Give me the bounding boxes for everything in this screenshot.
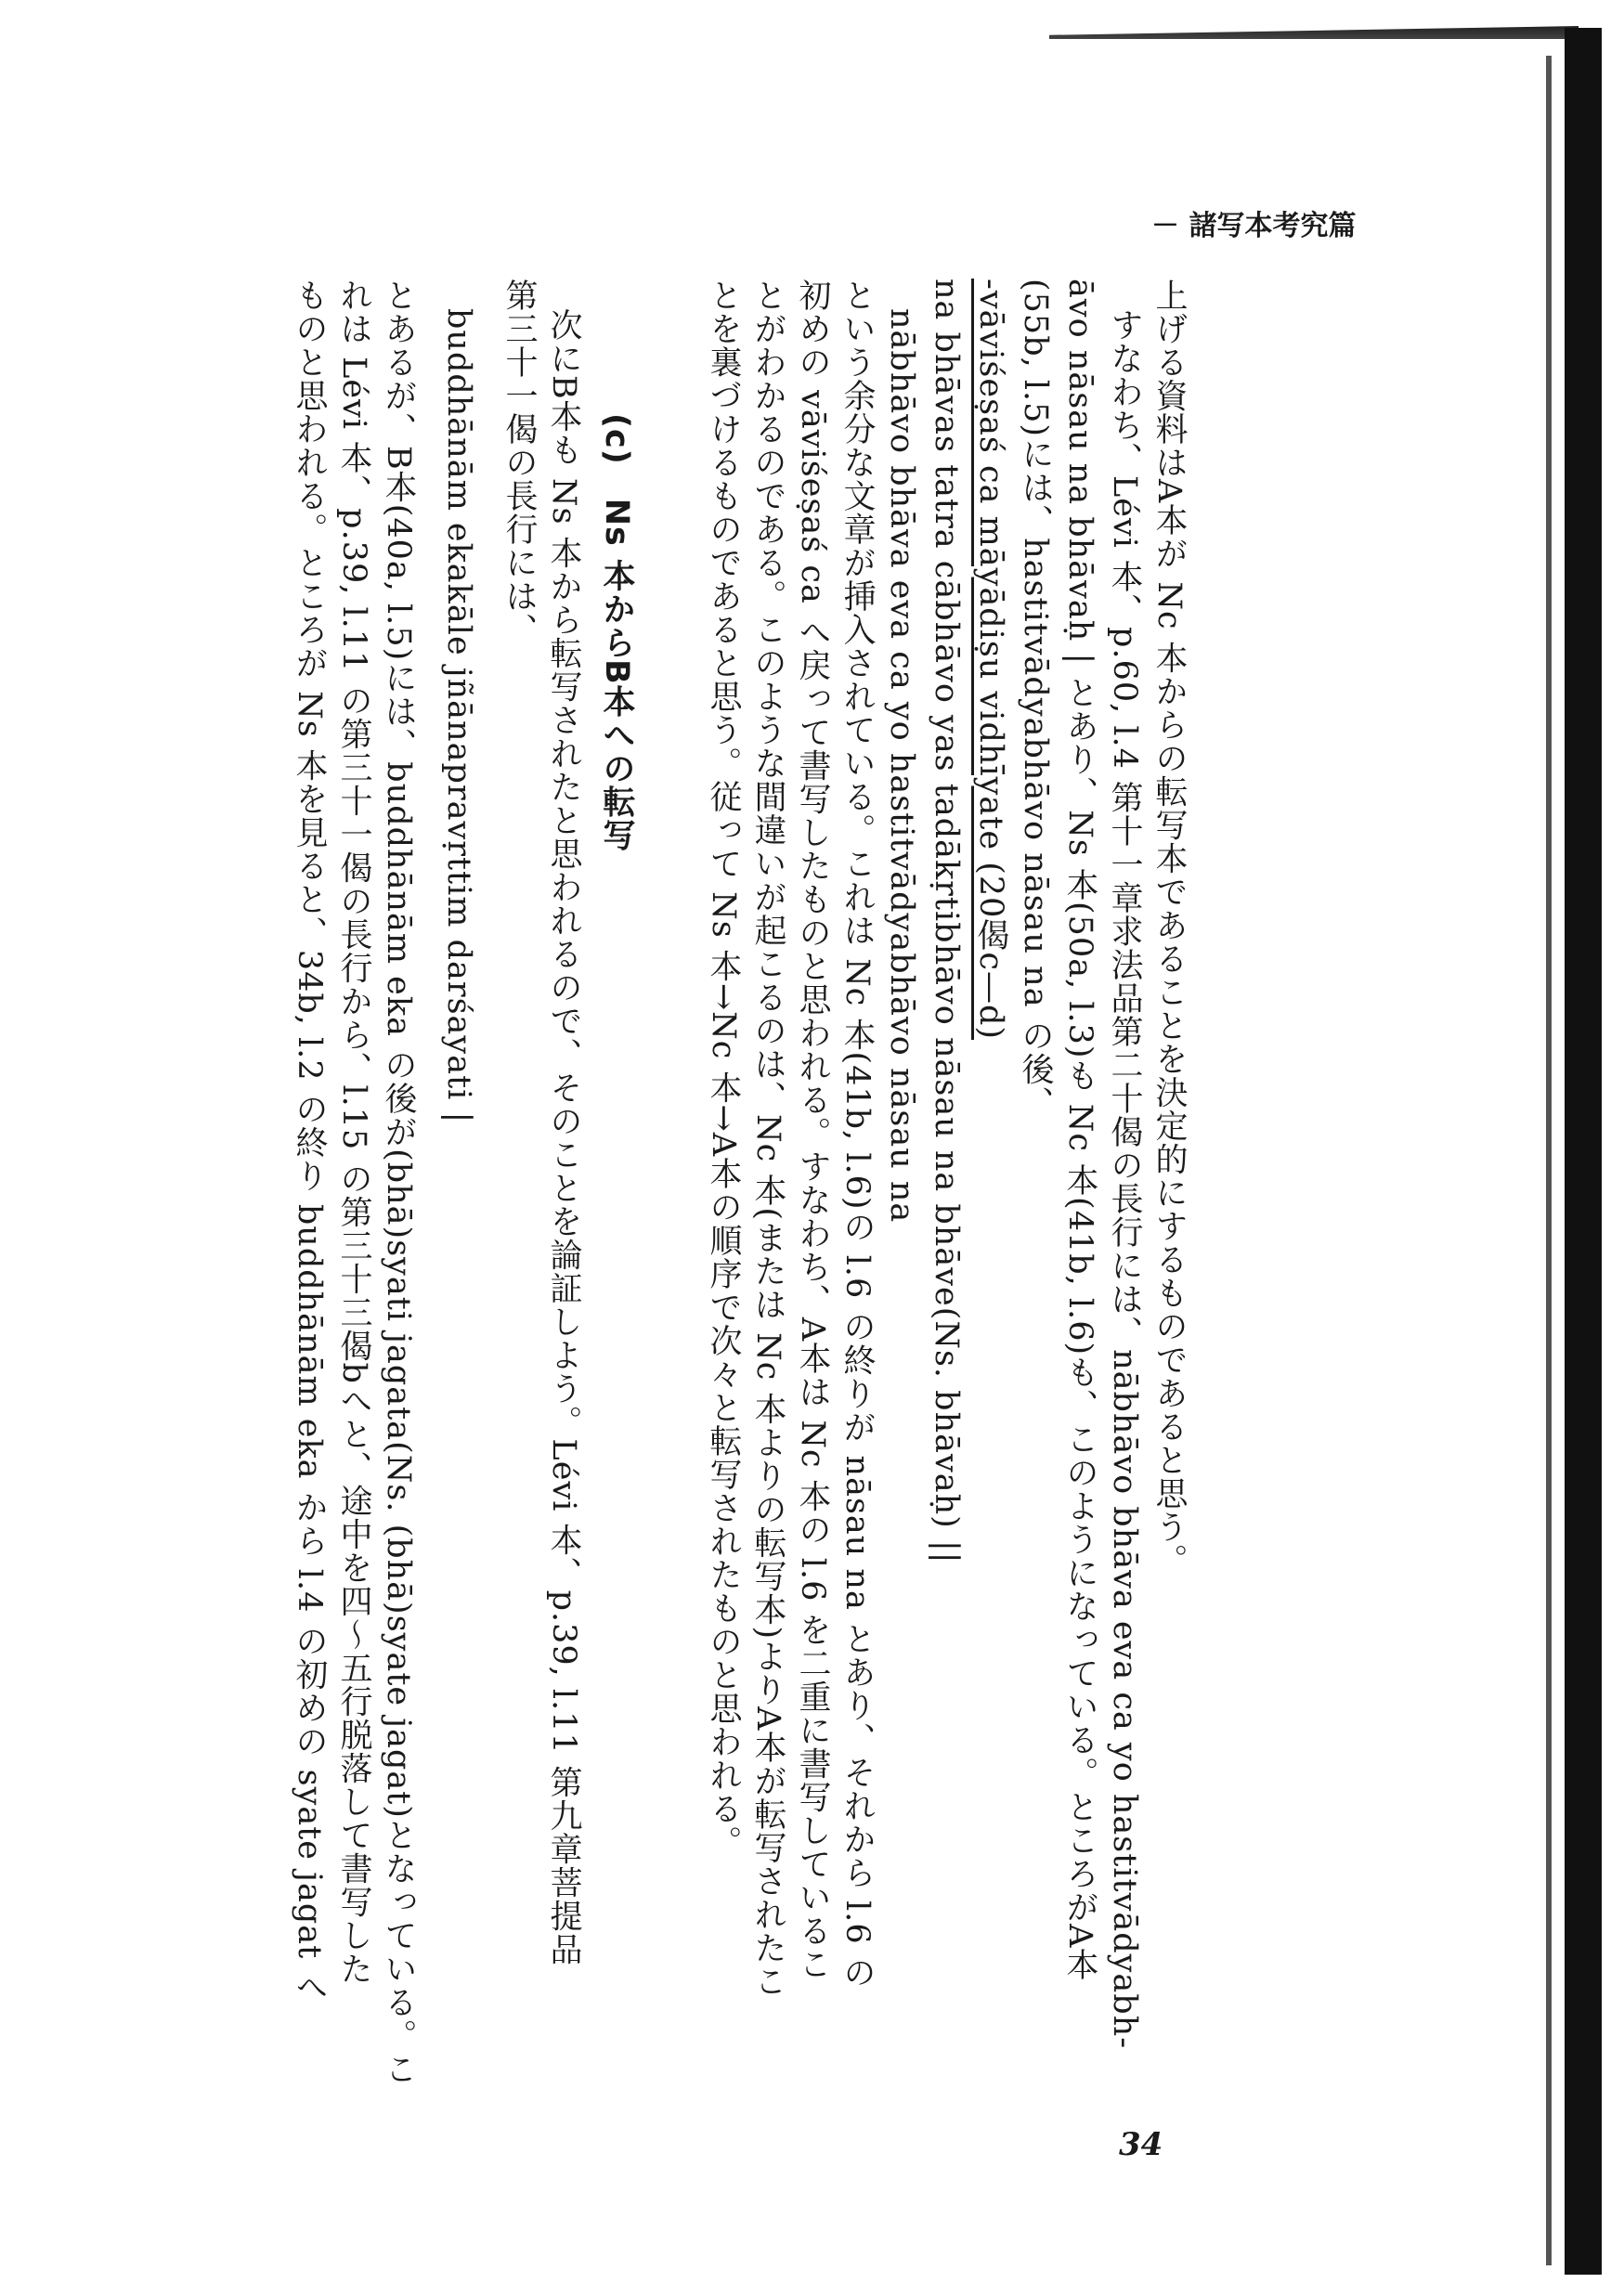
scan-edge-top [1049, 26, 1579, 39]
text-column-14: 第三十一偈の長行には、 [500, 279, 538, 646]
page-number: 34 [1119, 2126, 1163, 2163]
text-column-13: 次にB本も Ns 本から転写されたと思われるので、そのことを論証しよう。Lévi 本、p.39, l.11 第九章菩提品 [545, 308, 582, 1966]
text-column-8: という余分な文章が挿入されている。これは Nc 本(41b, l.6)の l.6 の終りが nāsau na とあり、それから l.6 の [838, 279, 876, 1990]
text-column-16: とあるが、B本(40a, l.5)には、buddhānām eka の後が(bhā)syati jagata(Ns. (bhā)syate jagat)となっている。こ [380, 279, 417, 2086]
text-column-10: とがわかるのである。このような間違いが起こるのは、Nc 本(または Nc 本よりの転写本)よりA本が転写されたこ [749, 279, 786, 1999]
text-column-9: 初めの vāviśeṣaś ca へ戻って書写したものと思われる。すなわち、A本は Nc 本の l.6 を二重に書写しているこ [794, 279, 831, 1981]
text-column-11: とを裏づけるものであると思う。従って Ns 本→Nc 本→A本の順序で次々と転写されたものと思われる。 [705, 279, 742, 1860]
text-column-17: れは Lévi 本、p.39, l.11 の第三十一偈の長行から、l.15 の第三十三偈bへと、途中を四～五行脱落して書写した [335, 279, 372, 1986]
quote-line-4: buddhānām ekakāle jñānapravṛttim darśayati | [440, 308, 477, 1124]
text-column-1: 上げる資料はA本が Nc 本からの転写本であることを決定的にするものであると思う。 [1150, 279, 1188, 1577]
quote-line-2: na bhāvas tatra cābhāvo yas tadākṛtibhāvo nāsau na bhāve(Ns. bhāvaḥ) || [928, 279, 965, 1564]
text-column-3: āvo nāsau na bhāvaḥ | とあり、Ns 本(50a, l.3)も Nc 本(41b, l.6)も、このようになっている。ところがA本 [1061, 279, 1098, 1982]
scan-edge-inner [1546, 56, 1552, 2265]
quote-line-1: -vāviśeṣaś ca māyādiṣu vidhīyate (20偈c—d) [972, 279, 1009, 1041]
section-heading: (c) Ns 本からB本への転写 [598, 413, 635, 852]
scan-edge-right [1565, 28, 1602, 2275]
quote-line-3: nābhāvo bhāva eva ca yo hastitvādyabhāvo nāsau na [883, 308, 920, 1224]
text-column-2: すなわち、Lévi 本、p.60, l.4 第十一章求法品第二十偈の長行には、nābhāvo bhāva eva ca yo hastitvādyabh- [1106, 308, 1143, 2050]
running-header: － 諸写本考究篇 [1151, 210, 1357, 242]
text-column-18: ものと思われる。ところが Ns 本を見ると、34b, l.2 の終り buddhānām eka から l.4 の初めの syate jagat へ [291, 279, 328, 2004]
text-column-4: (55b, l.5)には、hastitvādyabhāvo nāsau na の後、 [1017, 279, 1054, 1120]
